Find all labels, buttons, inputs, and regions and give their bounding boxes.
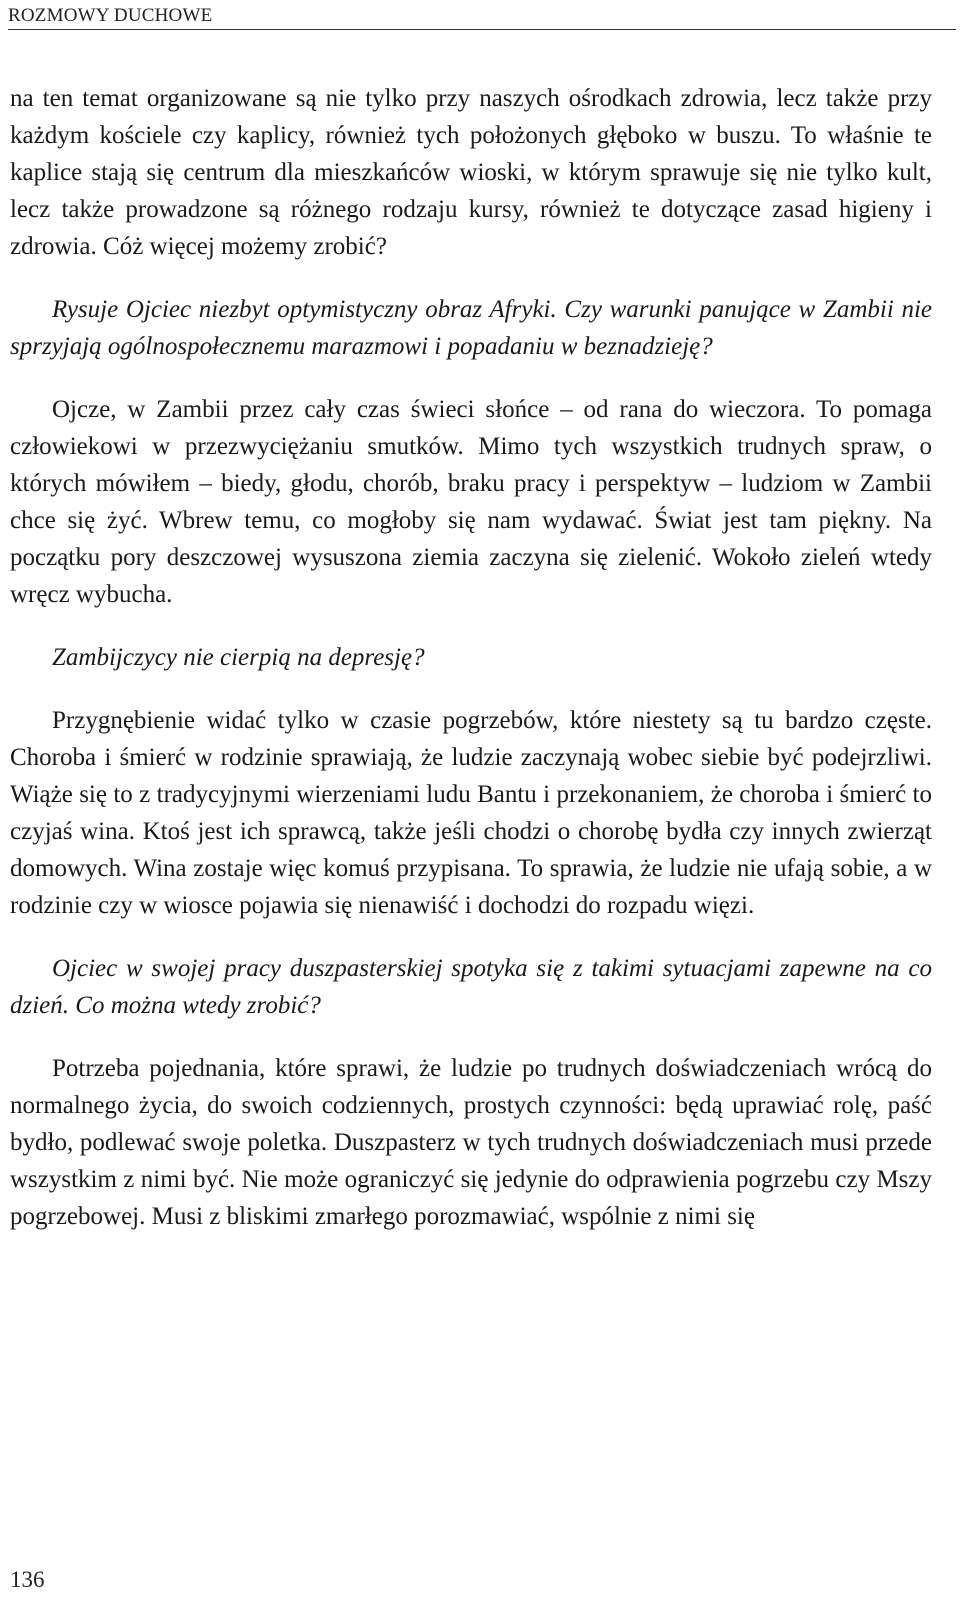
body-text [10, 80, 932, 1235]
answer-paragraph: Ojcze, w Zambii przez cały czas świeci słońce – od rana do wieczora. To pomaga człowiekowi w przezwyciężaniu smutków. Mimo tych wszystkich trudnych spraw, o których mówiłem – biedy, głodu, chorób, braku pracy i perspektyw – ludziom w Zambii chce się żyć. Wbrew temu, co mogłoby się nam wydawać. Świat jest tam piękny. Na początku pory deszczowej wysuszona ziemia zaczyna się zielenić. Wokoło zieleń wtedy wręcz wybucha. [10, 396, 932, 608]
page-number: 136 [10, 1567, 45, 1592]
answer-paragraph: Potrzeba pojednania, które sprawi, że ludzie po trudnych doświadczeniach wrócą do normalnego życia, do swoich codziennych, prostych czynności: będą uprawiać rolę, paść bydło, podlewać swoje poletka. Duszpasterz w tych trudnych doświadczeniach musi przede wszystkim z nimi być. Nie może ograniczyć się jedynie do odprawienia pogrzebu czy Mszy pogrzebowej. Musi z bliskimi zmarłego porozmawiać, wspólnie z nimi się [10, 1055, 932, 1230]
question-paragraph: Rysuje Ojciec niezbyt optymistyczny obraz Afryki. Czy warunki panujące w Zambii nie sprzyjają ogólnospołecznemu marazmowi i popadaniu w beznadzieję? [10, 296, 932, 360]
question-paragraph: Ojciec w swojej pracy duszpasterskiej spotyka się z takimi sytuacjami zapewne na co dzień. Co można wtedy zrobić? [10, 955, 932, 1019]
question-paragraph: Zambijczycy nie cierpią na depresję? [52, 644, 425, 671]
answer-paragraph: Przygnębienie widać tylko w czasie pogrzebów, które niestety są tu bardzo częste. Choroba i śmierć w rodzinie sprawiają, że ludzie zaczynają wobec siebie być podejrzliwi. Wiąże się to z tradycyjnymi wierzeniami ludu Bantu i przekonaniem, że choroba i śmierć to czyjaś wina. Ktoś jest ich sprawcą, także jeśli chodzi o chorobę bydła czy innych zwierząt domowych. Wina zostaje więc komuś przypisana. To sprawia, że ludzie nie ufają sobie, a w rodzinie czy w wiosce pojawia się nienawiść i dochodzi do rozpadu więzi. [10, 707, 932, 919]
running-head: ROZMOWY DUCHOWE [8, 3, 956, 30]
answer-paragraph: na ten temat organizowane są nie tylko przy naszych ośrodkach zdrowia, lecz także przy każdym kościele czy kaplicy, również tych położonych głęboko w buszu. To właśnie te kaplice stają się centrum dla mieszkańców wioski, w którym sprawuje się nie tylko kult, lecz także prowadzone są różnego rodzaju kursy, również te dotyczące zasad higieny i zdrowia. Cóż więcej możemy zrobić? [10, 85, 932, 260]
